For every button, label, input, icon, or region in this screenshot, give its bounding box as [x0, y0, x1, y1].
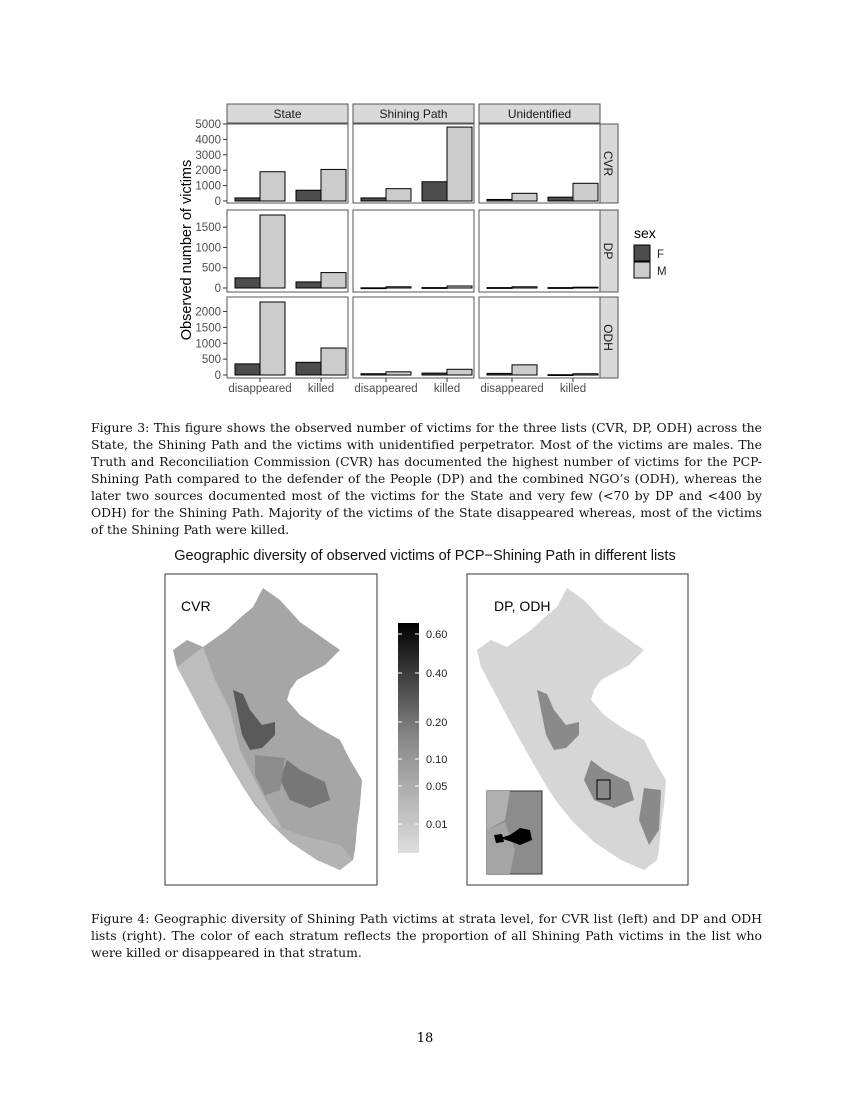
facet-label: Shining Path [379, 107, 448, 121]
legend-swatch-M [634, 262, 650, 278]
bar-cvr-unidentified-killed-M [573, 183, 598, 201]
panel [353, 297, 474, 378]
y-tick-label: 0 [214, 283, 221, 295]
legend-title: sex [634, 225, 656, 241]
legend-label: M [657, 266, 667, 278]
colorbar-tick-label: 0.20 [426, 717, 448, 729]
y-tick-label: 4000 [195, 134, 221, 147]
row-label: DP [601, 242, 615, 260]
panel [479, 210, 600, 292]
y-tick-label: 2000 [195, 165, 221, 178]
bar-dp-state-killed-F [296, 282, 321, 288]
bar-dp-state-killed-M [321, 273, 346, 288]
y-tick-label: 500 [201, 262, 221, 275]
bar-dp-shining-path-killed-F [422, 288, 447, 289]
figure-4-maps [0, 560, 850, 900]
x-tick-label: disappeared [228, 383, 292, 395]
y-tick-label: 500 [201, 354, 221, 367]
bar-dp-state-disappeared-F [235, 278, 260, 288]
bar-cvr-state-disappeared-F [235, 198, 260, 201]
bar-odh-unidentified-disappeared-F [487, 373, 512, 375]
y-tick-label: 1000 [195, 180, 221, 193]
colorbar-tick-label: 0.01 [426, 819, 448, 831]
bar-odh-shining-path-disappeared-F [361, 374, 386, 375]
y-tick-label: 1000 [195, 242, 221, 255]
bar-cvr-shining-path-disappeared-F [361, 198, 386, 201]
panel [479, 297, 600, 378]
y-tick-label: 2000 [195, 306, 221, 319]
bar-odh-state-killed-M [321, 348, 346, 375]
x-tick-label: disappeared [354, 383, 418, 395]
panel [353, 210, 474, 292]
facet-label: Unidentified [507, 107, 572, 121]
bar-odh-unidentified-killed-F [548, 375, 573, 376]
y-tick-label: 1500 [195, 222, 221, 235]
y-tick-label: 0 [214, 370, 221, 382]
bar-cvr-shining-path-killed-M [447, 127, 472, 201]
y-axis-label: Observed number of victims [179, 159, 195, 341]
bar-cvr-unidentified-disappeared-M [512, 193, 537, 201]
page-number: 18 [416, 1031, 434, 1046]
figure-3-chart [0, 0, 850, 400]
bar-dp-unidentified-disappeared-M [512, 287, 537, 288]
bar-dp-unidentified-killed-F [548, 288, 573, 289]
y-tick-label: 0 [214, 196, 221, 208]
legend-swatch-F [634, 245, 650, 261]
inset-map [487, 791, 542, 874]
y-tick-label: 3000 [195, 149, 221, 162]
x-tick-label: killed [433, 383, 461, 395]
colorbar-tick-label: 0.60 [426, 629, 448, 641]
bar-odh-shining-path-killed-F [422, 373, 447, 375]
colorbar-tick-label: 0.40 [426, 668, 448, 680]
bar-dp-unidentified-disappeared-F [487, 288, 512, 289]
bar-cvr-unidentified-disappeared-F [487, 199, 512, 201]
bar-odh-state-disappeared-F [235, 364, 260, 375]
x-tick-label: killed [559, 383, 587, 395]
bar-dp-unidentified-killed-M [573, 287, 598, 288]
bar-cvr-state-killed-F [296, 190, 321, 201]
facet-label: State [273, 107, 302, 121]
x-tick-label: killed [307, 383, 335, 395]
colorbar [398, 623, 419, 853]
bar-dp-shining-path-disappeared-M [386, 287, 411, 288]
colorbar-tick-label: 0.05 [426, 781, 448, 793]
row-label: ODH [601, 324, 615, 351]
cvr-map-label: CVR [181, 598, 211, 614]
bar-cvr-state-disappeared-M [260, 172, 285, 201]
bar-cvr-state-killed-M [321, 169, 346, 201]
bar-odh-unidentified-disappeared-M [512, 365, 537, 375]
bar-odh-shining-path-disappeared-M [386, 372, 411, 375]
bar-dp-shining-path-disappeared-F [361, 288, 386, 289]
dp-odh-map-label: DP, ODH [494, 598, 551, 614]
figure-3-caption: Figure 3: This figure shows the observed number of victims for the three lists (CVR, DP, ODH) across the State, the Shining Path and the victims with unidentified perpetrator. Most of the victims are males. The Truth and Reconciliation Commission (CVR) has documented the highest number of victims for the PCP-Shining Path compared to the defender of the People (DP) and the combined NGO’s (ODH), whereas the later two sources documented most of the victims for the State and very few (<70 by DP and <400 by ODH) for the Shining Path. Majority of the victims of the State disappeared whereas, most of the victims of the Shining Path were killed. [91, 420, 762, 537]
bar-odh-unidentified-killed-M [573, 374, 598, 375]
x-tick-label: disappeared [480, 383, 544, 395]
bar-odh-state-killed-F [296, 362, 321, 375]
bar-dp-shining-path-killed-M [447, 286, 472, 288]
y-tick-label: 5000 [195, 119, 221, 131]
bar-odh-shining-path-killed-M [447, 369, 472, 375]
bar-cvr-unidentified-killed-F [548, 197, 573, 201]
bar-cvr-shining-path-killed-F [422, 182, 447, 201]
bar-cvr-shining-path-disappeared-M [386, 189, 411, 201]
bar-odh-state-disappeared-M [260, 302, 285, 375]
row-label: CVR [601, 150, 615, 177]
legend-label: F [657, 249, 665, 261]
bar-dp-state-disappeared-M [260, 215, 285, 288]
y-tick-label: 1000 [195, 338, 221, 351]
figure-4-caption: Figure 4: Geographic diversity of Shining Path victims at strata level, for CVR list (left) and DP and ODH lists (right). The color of each stratum reflects the proportion of all Shining Path victims in the list who were killed or disappeared in that stratum. [91, 911, 762, 960]
y-tick-label: 1500 [195, 322, 221, 335]
map-title: Geographic diversity of observed victims of PCP−Shining Path in different lists [174, 548, 676, 564]
colorbar-tick-label: 0.10 [426, 754, 448, 766]
